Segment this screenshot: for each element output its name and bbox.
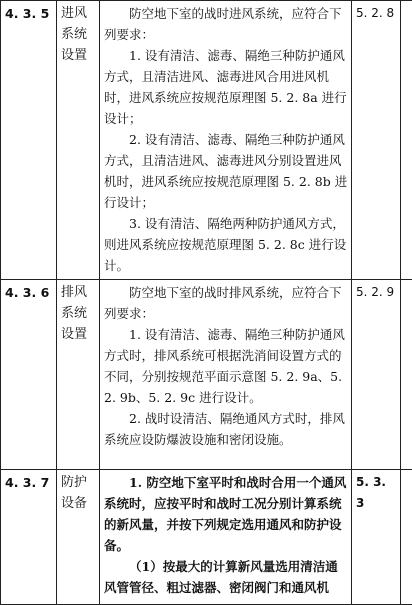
blank-cell [401, 1, 412, 280]
clause-paragraph: 1. 设有清洁、滤毒、隔绝三种防护通风方式时，排风系统可根据洗消间设置方式的不同，分别按规范平面示意图 5. 2. 9a、5. 2. 9b、5. 2. 9c 进行设计。 [104, 324, 348, 408]
table-row [1, 470, 412, 605]
clause-reference: 5. 2. 8 [352, 1, 401, 280]
table-row [1, 280, 412, 470]
clause-number: 4. 3. 5 [1, 1, 57, 280]
clause-reference: 5. 2. 9 [352, 280, 401, 470]
clause-body [100, 470, 352, 605]
clause-topic: 防护设备 [57, 470, 100, 605]
clause-number: 4. 3. 6 [1, 280, 57, 470]
clause-paragraph: 2. 战时设清洁、隔绝通风方式时，排风系统应设防爆波设施和密闭设施。 [104, 408, 348, 450]
clause-topic: 排风系统设置 [57, 280, 100, 470]
clause-paragraph: 3. 设有清洁、隔绝两种防护通风方式，则进风系统应按规范原理图 5. 2. 8c 进行设计。 [104, 213, 348, 276]
clause-paragraph: （1）按最大的计算新风量选用清洁通风管管径、粗过滤器、密闭阀门和通风机 [104, 556, 348, 598]
clause-paragraph: 1. 防空地下室平时和战时合用一个通风系统时，应按平时和战时工况分别计算系统的新风量，并按下列规定选用通风和防护设备。 [104, 472, 348, 556]
clause-body [100, 1, 352, 280]
blank-cell [401, 470, 412, 605]
clause-body [100, 280, 352, 470]
clause-paragraph: 2. 设有清洁、滤毒、隔绝三种防护通风方式，且清洁进风、滤毒进风分别设置进风机时，进风系统应按规范原理图 5. 2. 8b 进行设计； [104, 129, 348, 213]
clause-reference: 5. 3. 3 [352, 470, 401, 605]
clause-paragraph: 1. 设有清洁、滤毒、隔绝三种防护通风方式，且清洁进风、滤毒进风合用进风机时，进风系统应按规范原理图 5. 2. 8a 进行设计； [104, 45, 348, 129]
table-row [1, 1, 412, 280]
clause-paragraph: 防空地下室的战时排风系统，应符合下列要求： [104, 282, 348, 324]
clause-number: 4. 3. 7 [1, 470, 57, 605]
clause-paragraph: 防空地下室的战时进风系统，应符合下列要求： [104, 3, 348, 45]
blank-cell [401, 280, 412, 470]
clause-topic: 进风系统设置 [57, 1, 100, 280]
